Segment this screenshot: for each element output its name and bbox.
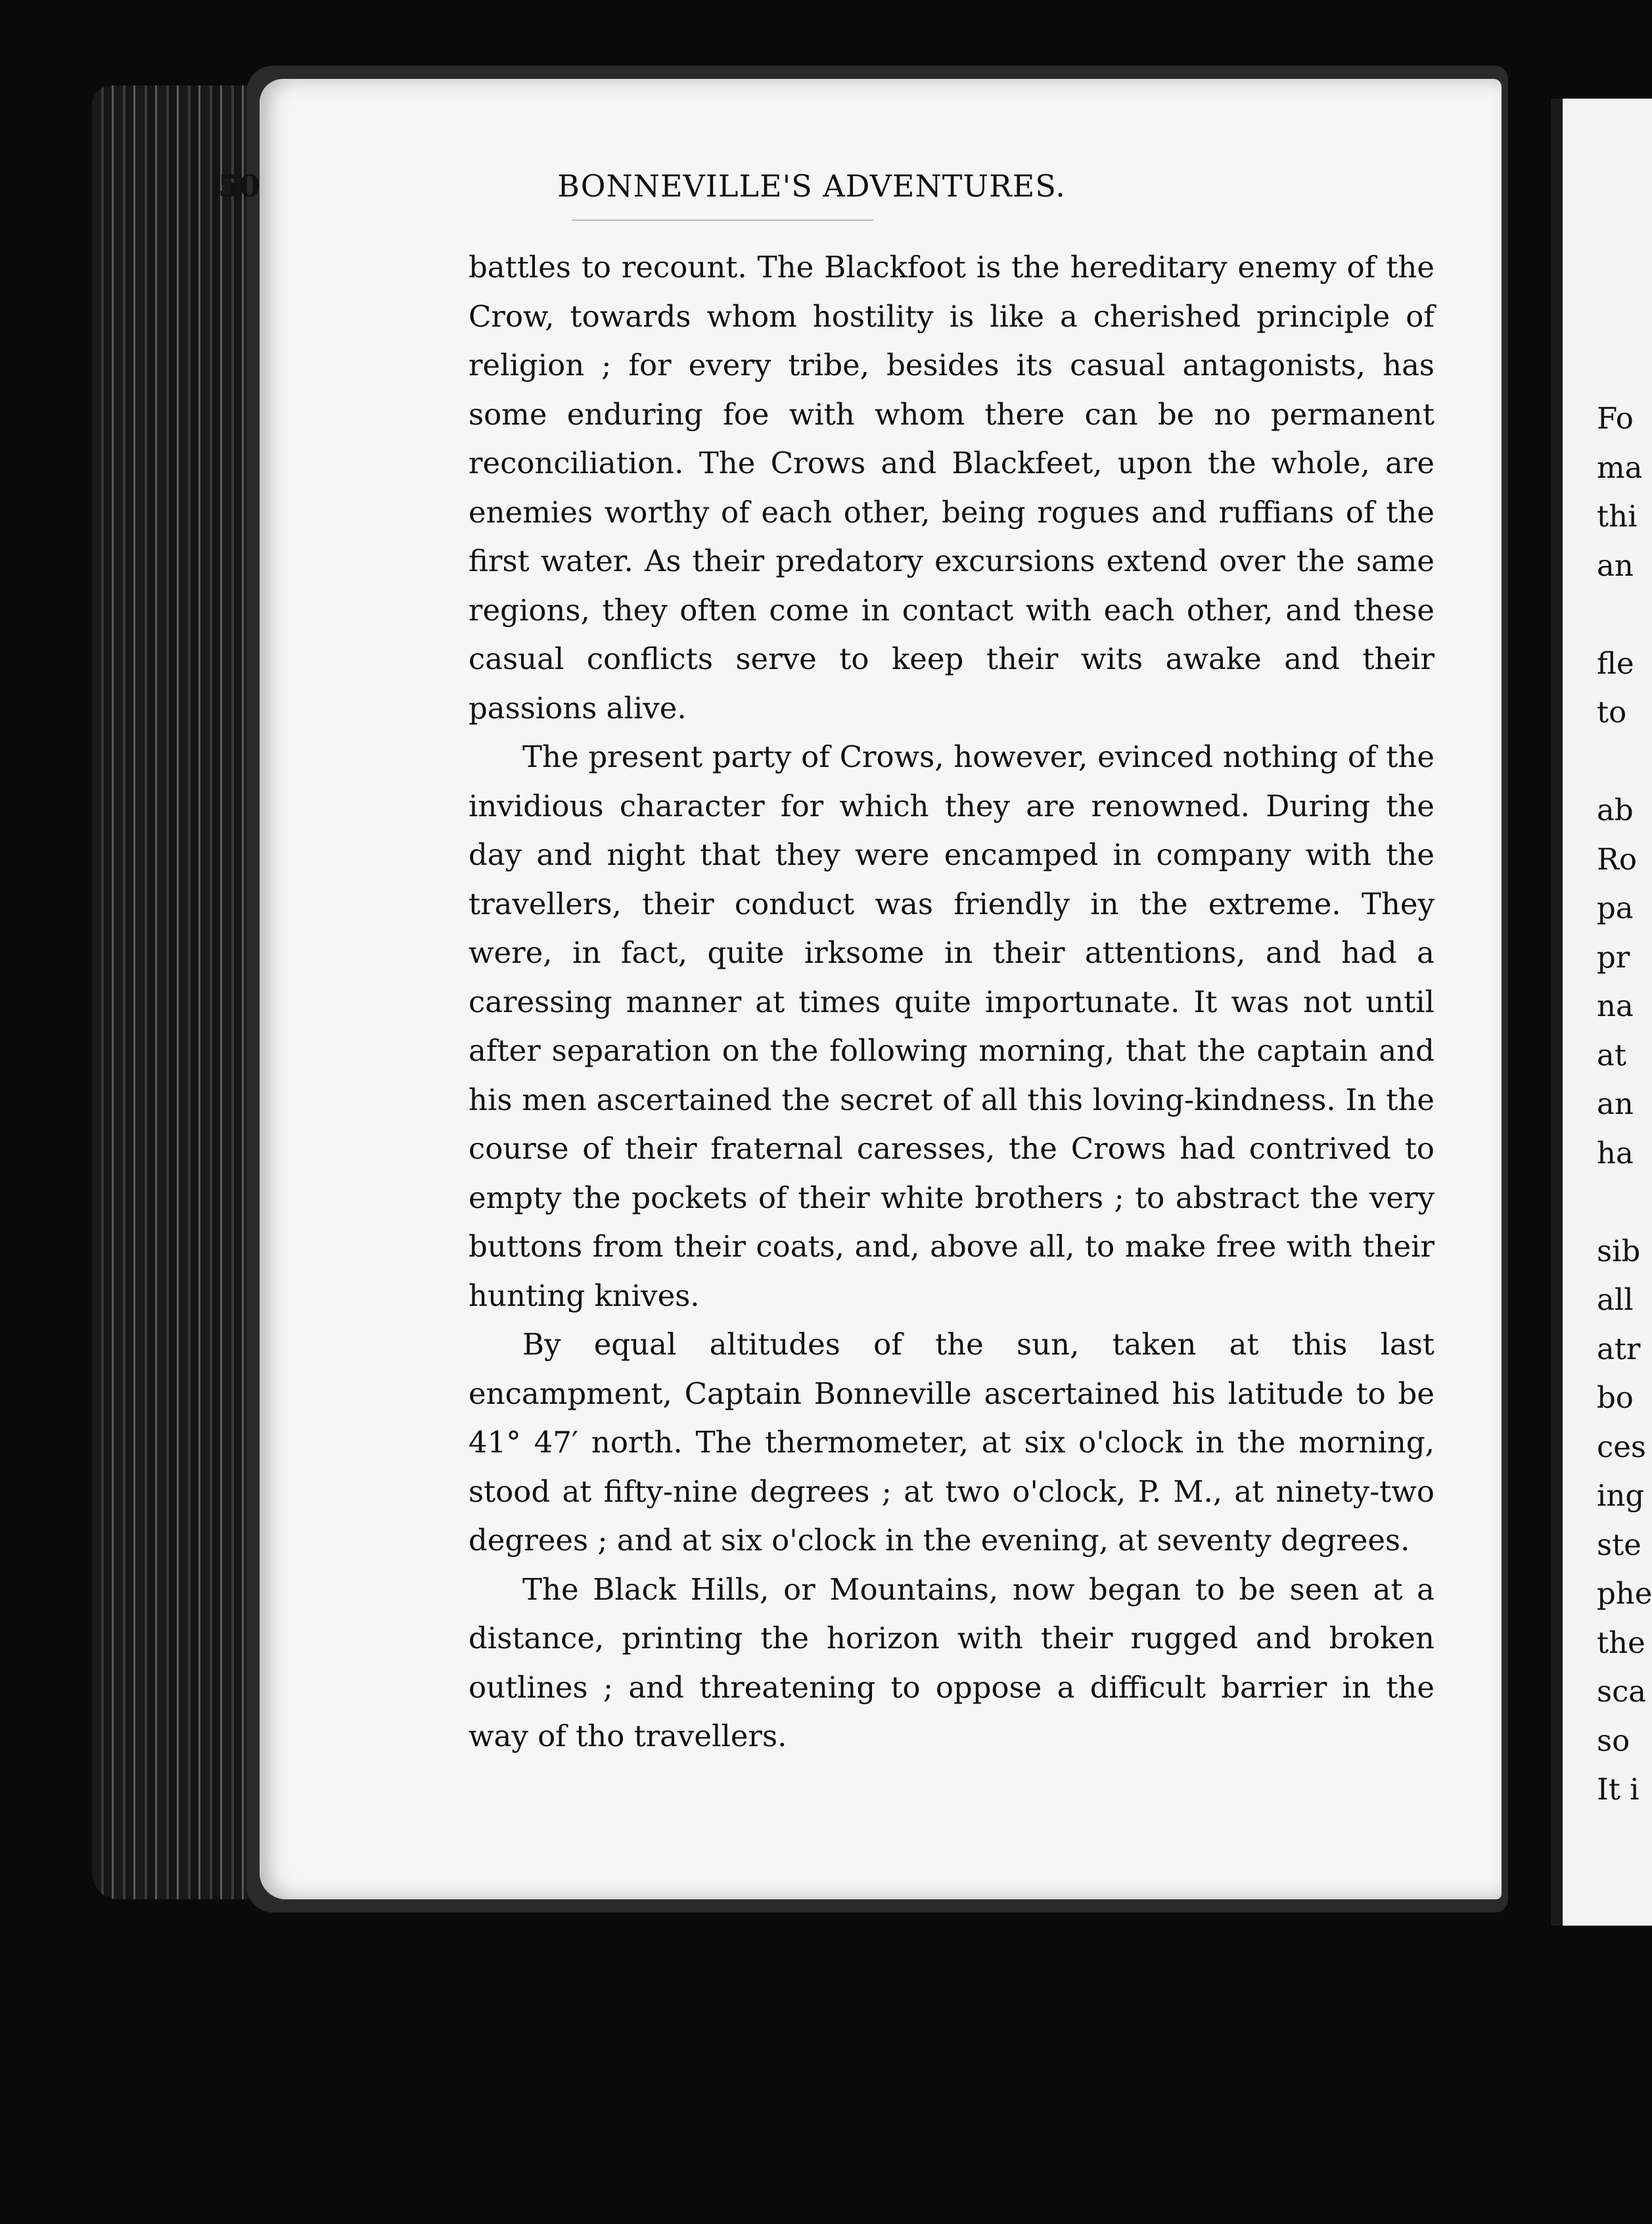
- body-text: [469, 243, 1434, 1761]
- facing-line: phe: [1597, 1576, 1652, 1611]
- facing-line: atr: [1597, 1331, 1641, 1366]
- facing-line: all: [1597, 1282, 1634, 1317]
- facing-line: ha: [1597, 1135, 1634, 1170]
- facing-line: to: [1597, 695, 1627, 730]
- facing-line: the: [1597, 1625, 1645, 1660]
- facing-line: na: [1597, 988, 1634, 1023]
- facing-line: ing: [1597, 1478, 1645, 1513]
- facing-line: sib: [1597, 1233, 1641, 1268]
- facing-line: ces: [1597, 1429, 1646, 1464]
- facing-line: ab: [1597, 793, 1634, 827]
- facing-line: sca: [1597, 1674, 1647, 1709]
- paragraph-4: The Black Hills, or Mountains, now began to be seen at a distance, printing the horizon with their rugged and broken outlines ; and threatening to oppose a difficult barrier in the way of tho travellers.: [469, 1571, 1434, 1753]
- facing-line: pr: [1597, 939, 1630, 975]
- paragraph-3: By equal altitudes of the sun, taken at this last encampment, Captain Bonneville ascertained his latitude to be 41° 47′ north. The thermometer, at six o'clock in the morning, stood at fifty-nine degrees ; at two o'clock, P. M., at ninety-two degrees ; and at six o'clock in the evening, at seventy degrees.: [469, 1327, 1434, 1558]
- facing-line: an: [1597, 547, 1634, 583]
- facing-page-text: [1597, 394, 1652, 1815]
- facing-line: at: [1597, 1037, 1626, 1073]
- facing-line: ste: [1597, 1527, 1641, 1562]
- paragraph-1: battles to recount. The Blackfoot is the hereditary enemy of the Crow, towards whom hostility is like a cherished principle of religion ; for every tribe, besides its casual antagonists, has some enduring foe with whom there can be no permanent reconciliation. The Crows and Blackfeet, upon the whole, are enemies worthy of each other, being rogues and ruffians of the first water. As their predatory excursions extend over the same regions, they often come in contact with each other, and these casual conflicts serve to keep their wits awake and their passions alive.: [469, 250, 1434, 726]
- facing-line: Fo: [1597, 401, 1634, 436]
- facing-line: Ro: [1597, 841, 1637, 877]
- facing-line: ma: [1597, 450, 1643, 485]
- facing-line: so: [1597, 1723, 1630, 1758]
- running-title: BONNEVILLE'S ADVENTURES.: [557, 168, 1066, 204]
- facing-line: an: [1597, 1086, 1634, 1121]
- facing-line: pa: [1597, 891, 1634, 925]
- facing-line: fle: [1597, 645, 1634, 681]
- facing-line: thi: [1597, 499, 1638, 534]
- paragraph-2: The present party of Crows, however, evinced nothing of the invidious character for which they are renowned. During the day and night that they were encamped in company with the travellers, their conduct was friendly in the extreme. They were, in fact, quite irksome in their attentions, and had a caressing manner at times quite importunate. It was not until after separation on the following morning, that the captain and his men ascertained the secret of all this loving-kindness. In the course of their fraternal caresses, the Crows had contrived to empty the pockets of their white brothers ; to abstract the very buttons from their coats, and, above all, to make free with their hunting knives.: [469, 739, 1434, 1313]
- facing-line: It i: [1597, 1772, 1640, 1807]
- header-rule: [572, 220, 874, 221]
- page-header: [0, 168, 1640, 214]
- page-number: 50: [218, 168, 261, 204]
- facing-line: bo: [1597, 1380, 1634, 1415]
- book-spine: [92, 85, 256, 1899]
